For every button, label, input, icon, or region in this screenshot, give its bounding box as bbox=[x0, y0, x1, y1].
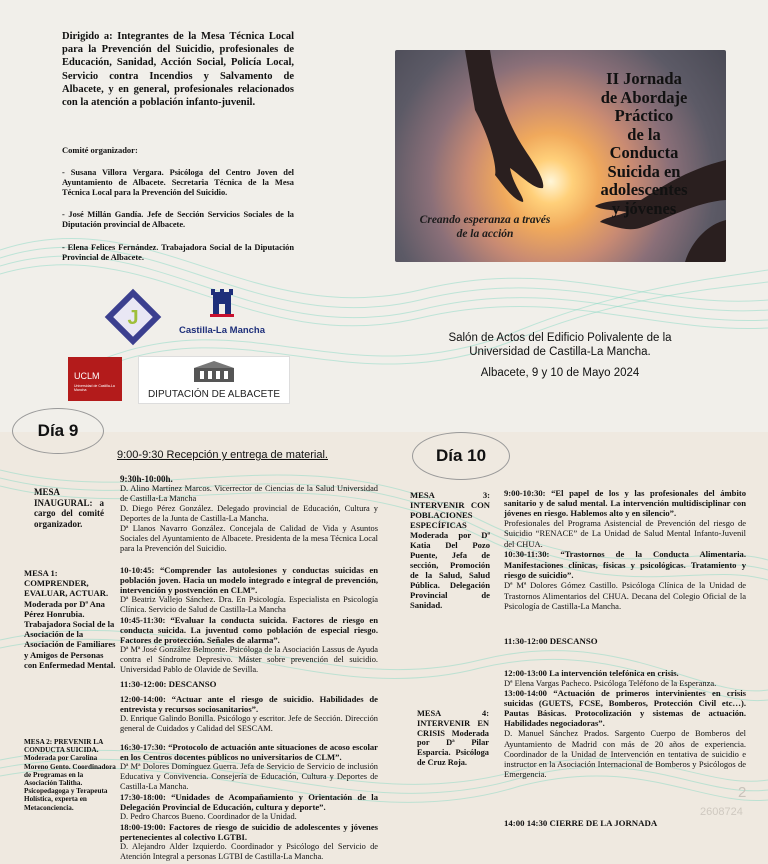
session-title: 16:30-17:30: “Protocolo de actuación ante situaciones de acoso escolar en los Centros docentes públicos no universitarios de CLM”. bbox=[120, 741, 378, 762]
mesa-1: MESA 1: COMPRENDER, EVALUAR, ACTUAR. Moderada por Dª Ana Pérez Honrubia. Trabajadora Social de la Asociación de la Asociación de Familiares y Amigos de Personas con Enfermedad Mental. bbox=[24, 568, 116, 670]
venue-line: Salón de Actos del Edificio Polivalente de la bbox=[448, 332, 672, 344]
session-speaker: Dª Mª José González Belmonte. Psicóloga de la Asociación Lassus de Ayuda contra el Síndrome Depresivo. Máster sobre prevención del suicidio. Universidad Pablo de Olavide de Sevilla. bbox=[120, 645, 378, 675]
session-title: 12:00-14:00: “Actuar ante el riesgo de suicidio. Habilidades de entrevista y recursos sociosanitarios”. bbox=[120, 693, 378, 714]
inaug-speaker: D. Diego Pérez González. Delegado provincial de Educación, Cultura y Deportes de la Junta de Castilla-La Mancha. bbox=[120, 504, 378, 524]
inaug-time: 9:30h-10:00h. bbox=[120, 474, 173, 484]
j-letter: J bbox=[127, 307, 139, 329]
castilla-label: Castilla-La Mancha bbox=[178, 325, 266, 336]
castilla-la-mancha-logo bbox=[176, 286, 268, 348]
session-title: 10:45-11:30: “Evaluar la conducta suicida. Factores de riesgo en conducta suicida. La juventud como población de especial riesgo. Factores de protección. Señales de alarma”. bbox=[120, 615, 378, 646]
event-date: Albacete, 9 y 10 de Mayo 2024 bbox=[480, 367, 640, 379]
hero-title-line: y jóvenes bbox=[611, 198, 677, 218]
session-speaker: D. Enrique Galindo Bonilla. Psicólogo y escritor. Jefe de Sección. Dirección general de Cuidados y Calidad del SESCAM. bbox=[120, 713, 378, 733]
watermark-code: 2608724 bbox=[700, 806, 743, 818]
building-icon bbox=[191, 360, 237, 384]
diputacion-logo bbox=[138, 356, 290, 404]
session-speaker: Profesionales del Programa Asistencial de Prevención del riesgo de Suicidio “RENACE” de La Unidad de Salud Mental Infanto-Juvenil del CHUA. bbox=[504, 518, 746, 549]
session-title: 9:00-10:30: “El papel de los y las profesionales del ámbito sanitario y de salud mental. La intervención multidisciplinar con jóvenes en riesgo. Hablemos alto y en silencio”. bbox=[504, 488, 746, 518]
hero-title-line: Práctico bbox=[614, 106, 674, 125]
session-title: 12:00-13:00 La intervención telefónica en crisis. bbox=[504, 667, 679, 678]
tagline-line: de la acción bbox=[456, 228, 514, 240]
tagline-line: Creando esperanza a través bbox=[419, 214, 551, 226]
committee-member: - Elena Felices Fernández. Trabajadora Social de la Diputación Provincial de Albacete. bbox=[62, 243, 294, 262]
day9-schedule bbox=[120, 474, 378, 862]
inaug-speaker: D. Alino Martínez Marcos. Vicerrector de Ciencias de la Salud Universidad de Castilla-La Mancha bbox=[120, 484, 378, 504]
break: 11:30-12:00: DESCANSO bbox=[120, 679, 217, 690]
day10-schedule bbox=[504, 488, 746, 779]
uclm-logo bbox=[68, 357, 122, 401]
session-speaker: Dª Mª Dolores Domínguez Guerra. Jefa de Servicio de Servicio de inclusión Educativa y Convivencia. Consejería de Educación, Cultura y Deportes de Castilla-La Mancha. bbox=[120, 761, 378, 791]
session-title: 17:30-18:00: “Unidades de Acompañamiento y Orientación de la Delegación Provincial de Educación, cultura y deporte”. bbox=[120, 791, 378, 812]
session-title: 13:00-14:00 “Actuación de primeros intervinientes en crisis suicidas (GUETS, FCSE, Bomberos, Protección Civil etc…). Pautas Básicas. Protocolización y sistemas de actuación. Habilidades negociadoras”. bbox=[504, 687, 746, 729]
hero-title-line: II Jornada bbox=[606, 69, 682, 88]
hero-title-line: de la bbox=[627, 124, 661, 144]
venue bbox=[410, 332, 710, 359]
committee-title: Comité organizador: bbox=[62, 145, 138, 155]
watermark-number: 2 bbox=[738, 784, 747, 801]
committee-member: - Susana Villora Vergara. Psicóloga del Centro Joven del Ayuntamiento de Albacete. Secretaria Técnica de la Mesa Técnica Local para la Prevención del Suicidio. bbox=[62, 168, 294, 197]
hero-title-line: Suicida en bbox=[607, 161, 681, 181]
hero-tagline bbox=[405, 213, 565, 241]
target-audience: Dirigido a: Integrantes de la Mesa Técnica Local para la Prevención del Suicidio, profesionales de Educación, Sanidad, Acción Social, Policía Local, Servicio contra Incendios y Salvamento de Albacete, y en general, profesionales relacionados con la atención a población infanto-juvenil. bbox=[62, 31, 294, 109]
session-speaker: D. Pedro Charcos Bueno. Coordinador de la Unidad. bbox=[120, 811, 297, 821]
session-title: 18:00-19:00: Factores de riesgo de suicidio de adolescentes y jóvenes pertenecientes al colectivo LGTBI. bbox=[120, 821, 378, 842]
diputacion-label: DIPUTACIÓN DE ALBACETE bbox=[147, 389, 281, 400]
committee-member: - José Millán Gandía. Jefe de Sección Servicios Sociales de la Diputación provincial de Albacete. bbox=[62, 210, 294, 229]
mesa-3: MESA 3: INTERVENIR CON POBLACIONES ESPECÍFICAS Moderada por Dª Katia Del Pozo Puente, Jefa de sección, Promoción de la Salud, Salud Pública. Delegación Provincial de Sanidad. bbox=[410, 490, 490, 610]
hero-title bbox=[584, 70, 704, 218]
day10-badge: Día 10 bbox=[412, 432, 510, 480]
session-title: 10-10:45: “Comprender las autolesiones y conductas suicidas en población joven. Hacia un modelo integrado e integral de prevención, intervención y postvención en CLM”. bbox=[120, 565, 378, 596]
hero-title-line: adolescentes bbox=[600, 180, 688, 199]
mesa-4: MESA 4: INTERVENIR EN CRISIS Moderada por Dª Pilar Esparcia. Psicóloga de Cruz Roja. bbox=[417, 709, 489, 767]
hero-image bbox=[395, 50, 726, 262]
session-title: 10:30-11:30: “Trastornos de la Conducta Alimentaria. Manifestaciones clínicas, físicas y psicológicas. Tratamiento y riesgo de suicidio”. bbox=[504, 549, 746, 581]
session-speaker: Dª Elena Vargas Pacheco. Psicóloga Teléfono de la Esperanza. bbox=[504, 677, 717, 688]
day9-reception: 9:00-9:30 Recepción y entrega de material. bbox=[117, 449, 328, 461]
mesa-inaugural: MESA INAUGURAL: a cargo del comité organizador. bbox=[34, 487, 104, 529]
session-speaker: Dª Mª Dolores Gómez Castillo. Psicóloga Clínica de la Unidad de Trastornos Alimentarios del CHUA. Decana del Colegio Oficial de la Psicología de Castilla-La Mancha. bbox=[504, 580, 746, 612]
session-speaker: D. Alejandro Alder Izquierdo. Coordinador y Psicólogo del Servicio de Atención Integral a personas LGTBI de Castilla-La Mancha. bbox=[120, 841, 378, 861]
session-speaker: Dª Beatriz Vallejo Sánchez. Dra. En Psicología. Especialista en Psicología Clínica. Servicio de Salud de Castilla-La Mancha bbox=[120, 595, 378, 615]
venue-line: Universidad de Castilla-La Mancha. bbox=[469, 345, 651, 358]
mesa-2: MESA 2: PREVENIR LA CONDUCTA SUICIDA. Moderada por Carolina Moreno Gento. Coordinadora de Programas en la Asociación Talitha. Psicopedagoga y Terapeuta Holística, experta en Metaconciencia. bbox=[24, 738, 116, 812]
session-speaker: D. Manuel Sánchez Prados. Sargento Cuerpo de Bomberos del Ayuntamiento de Madrid con más de 20 años de experiencia. Coordinador de la Unidad de Intervención en tentativa de suicidio e instructor en la Asociación Internacional de Bomberos y Psicólogos de Emergencia. bbox=[504, 728, 746, 780]
hero-title-line: de Abordaje bbox=[600, 87, 688, 107]
closing: 14:00 14:30 CIERRE DE LA JORNADA bbox=[504, 818, 658, 828]
inaug-speaker: Dª Llanos Navarro González. Concejala de Calidad de Vida y Asuntos Sociales del Ayuntamiento de Albacete. Presidenta de la mesa Técnica Local para la Prevención del Suicidio. bbox=[120, 524, 378, 554]
day9-badge: Día 9 bbox=[12, 408, 104, 454]
break: 11:30-12:00 DESCANSO bbox=[504, 635, 598, 646]
jornada-j-logo bbox=[102, 286, 164, 348]
castle-icon bbox=[207, 286, 237, 320]
hero-title-line: Conducta bbox=[609, 143, 679, 162]
uclm-sub: Universidad de Castilla-La Mancha bbox=[74, 384, 115, 392]
uclm-label: UCLM bbox=[74, 371, 100, 381]
